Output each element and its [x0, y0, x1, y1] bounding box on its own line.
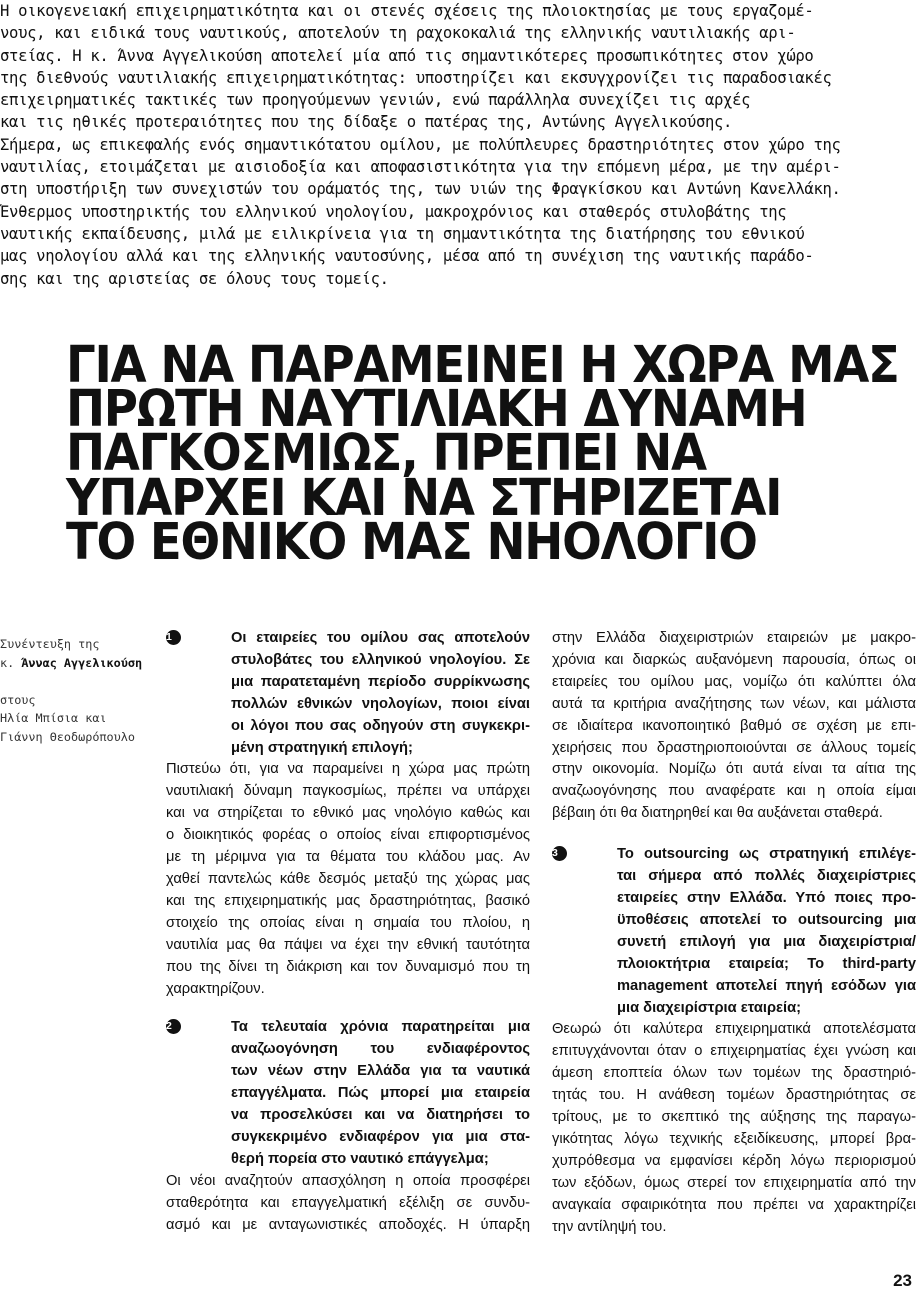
text-line: και τις ηθικές προτεραιότητες που της δίδαξε ο πατέρας της, Αντώνης Αγγελικούσης.	[0, 113, 733, 132]
answer-2-part2	[552, 628, 916, 825]
question-number-3: 3	[552, 846, 567, 861]
text-line: σης και της αριστείας σε όλους τους τομείς.	[0, 269, 389, 288]
question-number-1: 1	[166, 630, 181, 645]
answer-1	[166, 759, 530, 1000]
text-line: των εξόδων, όμως στερεί τον επιχειρηματία από την	[552, 1174, 916, 1191]
text-line: ο διοικητικός φορέας ο οποίος είναι επιφορτισμένος	[166, 827, 530, 844]
text-line: αναζωογόνησης που αναφέρατε και η οποία είμαι	[552, 783, 916, 800]
byline-line2	[0, 654, 160, 673]
text-line: Η οικογενειακή επιχειρηματικότητα και οι στενές σχέσεις της πλοιοκτησίας με τους εργαζομέ-	[0, 2, 814, 20]
text-line: Ένθερμος υποστηρικτής του ελληνικού νηολογίου, μακροχρόνιος και σταθερός στυλοβάτης της	[0, 202, 787, 221]
text-line: στην οικονομία. Νομίζω ότι αυτά είναι τα αίτια της	[552, 761, 916, 778]
text-line: Το outsourcing ως στρατηγική επιλέγε-	[617, 846, 916, 863]
text-line: μένη στρατηγική επιλογή;	[231, 739, 413, 756]
text-line: πολλών εθνικών νηολογίων, ποιοι είναι	[231, 695, 530, 712]
text-line: τρίτους, με το σκεπτικό της αύξησης της παραγω-	[552, 1109, 916, 1126]
text-line: των νέων στην Ελλάδα για τα ναυτικά	[231, 1063, 530, 1080]
text-line: άμεση εποπτεία όλων των τομέων της δραστηριό-	[552, 1065, 916, 1082]
text-line: και να στηρίζεται το εθνικό μας νηολόγιο καθώς και	[166, 805, 530, 822]
text-line: Σήμερα, ως επικεφαλής ενός σημαντικότατου ομίλου, με πολύπλευρες δραστηριότητες στον χώρο της	[0, 135, 841, 154]
text-line: ται σήμερα από πολλές διαχειρίστριες	[617, 868, 916, 885]
question-2	[166, 1017, 530, 1170]
byline-line4: Ηλία Μπίσια και	[0, 711, 107, 725]
question-3-text	[617, 844, 916, 1019]
text-line: ΓΙΑ ΝΑ ΠΑΡΑΜΕΙΝΕΙ Η ΧΩΡΑ ΜΑΣ	[66, 336, 899, 395]
answer-3	[552, 1019, 916, 1238]
text-line: ναυτιλίας, ετοιμάζεται με αισιοδοξία και αποφασιστικότητα για την επόμενη μέρα, με την αμέρι-	[0, 158, 841, 177]
byline-line3: στους	[0, 692, 36, 707]
text-line: και της επιχειρηματικής μας δραστηριότητας, βασικό	[166, 892, 530, 909]
text-line: στοιχείο της οποίας είναι η σημαία του πλοίου, η	[166, 914, 530, 931]
text-line: στείας. Η κ. Άννα Αγγελικούση αποτελεί μία από τις σημαντικότερες προσωπικότητες στον χώρο	[0, 46, 814, 65]
text-line: αναζωογόνηση του ενδιαφέροντος	[231, 1041, 530, 1058]
text-line: οι λόγοι που σας οδηγούν στη συγκεκρι-	[231, 717, 530, 734]
text-line: της διεθνούς ναυτιλιακής επιχειρηματικότητας: υποστηρίζει και εκσυγχρονίζει τις παραδοσιακές	[0, 68, 832, 87]
text-line: Οι εταιρείες του ομίλου σας αποτελούν	[231, 630, 530, 646]
column-left	[166, 628, 530, 1236]
byline	[0, 635, 160, 746]
text-line: ναυτιλία μας θα πάψει να έχει την εθνική ταυτότητα	[166, 936, 530, 953]
text-line: ΠΑΓΚΟΣΜΙΩΣ, ΠΡΕΠΕΙ ΝΑ	[66, 424, 706, 484]
text-line: αυτά τα κριτήρια αναζήτησης των νέων, και μάλιστα	[552, 695, 916, 712]
question-1-text	[231, 628, 530, 759]
text-line: χαθεί παντελώς κάθε δεσμός μεταξύ της χώρας μας	[166, 870, 530, 887]
text-line: μια διαχειρίστρια εταιρεία;	[617, 999, 802, 1016]
text-line: Οι νέοι αναζητούν απασχόληση η οποία προσφέρει	[166, 1172, 530, 1189]
byline-line5: Γιάννη Θεοδωρόπουλο	[0, 729, 135, 744]
text-line: Θεωρώ ότι καλύτερα επιχειρηματικά αποτελέσματα	[552, 1021, 916, 1038]
text-line: εταιρείες του ομίλου μας, νομίζω ότι καλύπτει όλα	[552, 673, 916, 690]
text-line: ϋποθέσεις αποτελεί το outsourcing μια	[617, 911, 916, 928]
text-line: τητάς του. Η ανάθεση τομέων δραστηριότητας σε	[552, 1087, 916, 1104]
text-line: χυπρόθεσμα να εμφανίσει κέρδη λόγω περιορισμού	[552, 1152, 916, 1169]
headline	[66, 336, 899, 572]
byline-prefix: κ.	[0, 655, 22, 670]
question-number-2: 2	[166, 1019, 181, 1034]
question-2-text	[231, 1017, 530, 1170]
text-line: ναυτιλιακή δύναμη παγκοσμίως, πρέπει να υπάρχει	[166, 783, 530, 800]
text-line: την αντίληψή του.	[552, 1218, 667, 1235]
text-line: επιτυγχάνονται όταν ο επιχειρηματίας έχει γνώση και	[552, 1043, 916, 1060]
text-line: σε ιδιαίτερα ικανοποιητικό βαθμό σε σχέση με επι-	[552, 717, 916, 734]
text-line: χαρακτηρίζουν.	[166, 980, 265, 997]
text-line: ΥΠΑΡΧΕΙ ΚΑΙ ΝΑ ΣΤΗΡΙΖΕΤΑΙ	[66, 468, 782, 528]
text-line: σταθερότητα και επαγγελματική εξέλιξη σε συνδυ-	[166, 1194, 530, 1211]
question-3	[552, 844, 916, 1019]
text-line: μας νηολογίου αλλά και της ελληνικής ναυτοσύνης, μέσα από τη συνέχιση της ναυτικής παράδο-	[0, 247, 814, 266]
text-line: μια παρατεταμένη περίοδο συρρίκνωσης	[231, 673, 530, 690]
text-line: στη υποστήριξη των συνεχιστών του οράματός της, των υιών της Φραγκίσκου και Αντώνη Κανελλάκη.	[0, 180, 841, 199]
text-line: αναγκαία σφαιρικότητα που πρέπει να χαρακτηρίζει	[552, 1196, 916, 1213]
byline-line1: Συνέντευξη της	[0, 637, 100, 651]
text-line: χειρήσεις που δραστηριοποιούνται σε άλλους τομείς	[552, 739, 916, 756]
text-line: management αποτελεί πηγή εσόδων για	[617, 977, 916, 994]
intro-paragraph	[0, 0, 910, 290]
text-line: βέβαιη ότι θα διατηρηθεί και θα αυξάνεται σταθερά.	[552, 805, 883, 822]
text-line: ασμό και με ανταγωνιστικές αποδοχές. Η ύπαρξη	[166, 1216, 530, 1233]
byline-interviewee: Άννας Αγγελικούση	[21, 655, 143, 670]
text-line: να προσελκύσει και να διατηρήσει το	[231, 1107, 530, 1124]
text-line: επαγγέλματα. Πώς μπορεί μια εταιρεία	[231, 1085, 530, 1102]
text-line: πλοιοκτήτρια εταιρεία; Το third-party	[617, 955, 916, 972]
text-line: που της δίνει τη διάκριση και τον δυναμισμό που τη	[166, 958, 530, 975]
question-1	[166, 628, 530, 759]
text-line: στυλοβάτες του ελληνικού νηολογίου. Σε	[231, 651, 530, 668]
text-line: Πιστεύω ότι, για να παραμείνει η χώρα μας πρώτη	[166, 761, 530, 778]
text-line: ΤΟ ΕΘΝΙΚΟ ΜΑΣ ΝΗΟΛΟΓΙΟ	[66, 512, 757, 572]
page-number: 23	[893, 1271, 912, 1290]
text-line: χρόνια και διαρκώς αυξανόμενη παρουσία, όπως οι	[552, 651, 916, 668]
text-line: ναυτικής εκπαίδευσης, μιλά με ειλικρίνεια για τη σημαντικότητα της διατήρησης του εθνικού	[0, 224, 805, 243]
text-line: Τα τελευταία χρόνια παρατηρείται μια	[231, 1019, 530, 1036]
text-line: γικότητας λόγω τεχνικής εξειδίκευσης, μπορεί βρα-	[552, 1130, 916, 1147]
text-line: στην Ελλάδα διαχειριστριών εταιρειών με μακρο-	[552, 630, 916, 646]
text-line: νους, και ειδικά τους ναυτικούς, αποτελούν τη ραχοκοκαλιά της ελληνικής ναυτιλιακής αρι-	[0, 24, 796, 43]
text-line: ΠΡΩΤΗ ΝΑΥΤΙΛΙΑΚΗ ΔΥΝΑΜΗ	[66, 380, 807, 440]
column-right	[552, 628, 916, 1238]
text-line: θερή πορεία στο ναυτικό επάγγελμα;	[231, 1150, 489, 1167]
answer-2-part1	[166, 1171, 530, 1237]
text-line: με τη μέριμνα για τα θέματα του κλάδου μας. Αν	[166, 849, 530, 866]
text-line: εταιρείες στην Ελλάδα. Υπό ποιες προ-	[617, 889, 916, 906]
text-line: συνετή επιλογή για μια διαχειρίστρια/	[617, 933, 916, 950]
text-line: επιχειρηματικές τακτικές των προηγούμενων γενιών, ενώ παράλληλα συνεχίζει τις αρχές	[0, 91, 751, 110]
text-line: συγκεκριμένο ενδιαφέρον για μια στα-	[231, 1128, 530, 1145]
